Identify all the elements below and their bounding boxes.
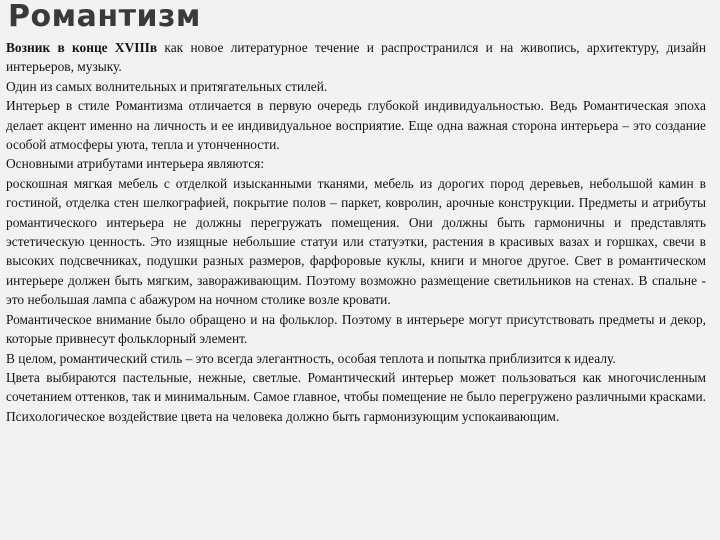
paragraph bbox=[6, 310, 706, 349]
paragraph-text: роскошная мягкая мебель с отделкой изысканными тканями, мебель из дорогих пород деревьев, небольшой камин в гостиной, отделка стен шелкографией, покрытие полов – паркет, ковролин, арочные конструкции. Предметы и атрибуты романтического интерьера не должны перегружать помещения. Они должны быть гармоничны и представлять эстетическую ценность. Это изящные небольшие статуи или статуэтки, растения в красивых вазах и горшках, свечи в высоких подсвечниках, подушки разных размеров, фарфоровые куклы, книги и многое другое. Свет в романтическом интерьере должен быть мягким, завораживающим. Поэтому возможно размещение светильников на стенах. В спальне - это небольшая лампа с абажуром на ночном столике возле кровати. bbox=[6, 175, 706, 308]
paragraph-lead: Возник в конце XVIIIв bbox=[6, 40, 158, 55]
paragraph-text: Основными атрибутами интерьера являются: bbox=[6, 156, 265, 172]
paragraph bbox=[6, 77, 706, 96]
paragraph bbox=[6, 38, 706, 77]
paragraph-text: Цвета выбираются пастельные, нежные, светлые. Романтический интерьер может пользоваться как многочисленным сочетанием оттенков, так и минимальным. Самое главное, чтобы помещение не было перегружено различными красками. Психологическое воздействие цвета на человека должно быть гармонизующим успокаивающим. bbox=[6, 369, 706, 424]
paragraph bbox=[6, 96, 706, 154]
paragraph bbox=[6, 154, 706, 173]
paragraph-text: Романтическое внимание было обращено и на фольклор. Поэтому в интерьере могут присутствовать предметы и декор, которые привнесут фольклорный элемент. bbox=[6, 311, 706, 347]
slide-body bbox=[6, 38, 706, 426]
paragraph-text: Интерьер в стиле Романтизма отличается в первую очередь глубокой индивидуальностью. Ведь Романтическая эпоха делает акцент именно на личность и ее индивидуальное восприятие. Еще одна важная сторона интерьера – это создание особой атмосферы уюта, тепла и утонченности. bbox=[6, 98, 706, 153]
paragraph-text: В целом, романтический стиль – это всегда элегантность, особая теплота и попытка приблизится к идеалу. bbox=[6, 350, 616, 366]
paragraph bbox=[6, 349, 706, 368]
paragraph bbox=[6, 368, 706, 426]
paragraph bbox=[6, 174, 706, 310]
paragraph-text: как новое литературное течение и распространился и на живопись, архитектуру, дизайн интерьеров, музыку. bbox=[6, 40, 706, 75]
paragraph-text: Один из самых волнительных и притягательных стилей. bbox=[6, 78, 328, 94]
slide-title: Романтизм bbox=[8, 0, 201, 34]
